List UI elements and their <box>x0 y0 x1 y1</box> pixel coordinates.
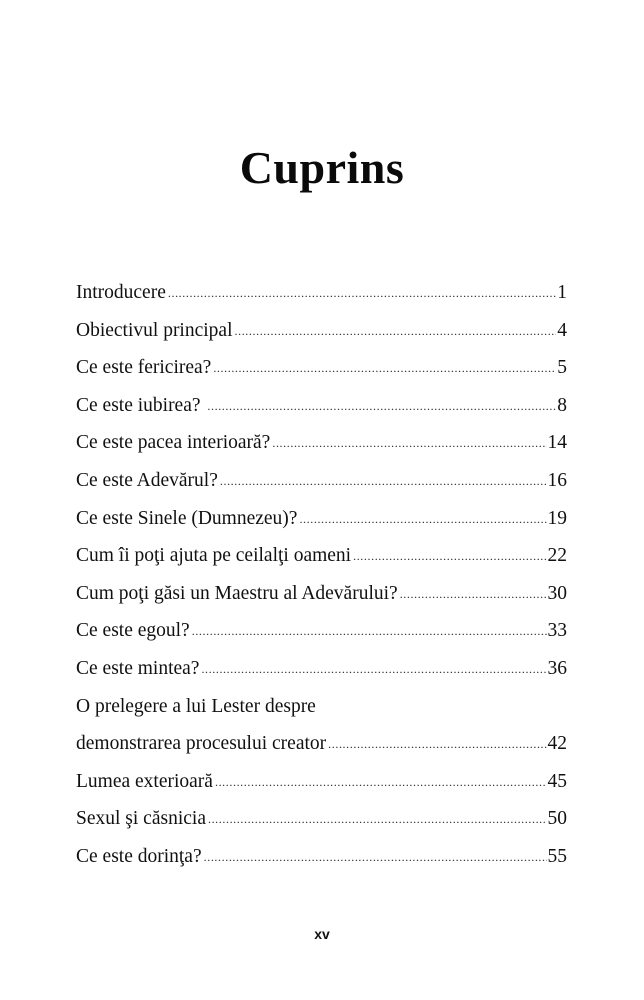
toc-entry[interactable] <box>76 688 567 726</box>
toc-entry-page: 30 <box>547 582 567 604</box>
table-of-contents <box>76 274 567 876</box>
dot-leader <box>192 613 547 651</box>
toc-entry[interactable] <box>76 349 567 387</box>
dot-leader <box>204 839 547 877</box>
toc-entry-page: 19 <box>547 507 567 529</box>
toc-entry[interactable] <box>76 575 567 613</box>
toc-entry-title: Ce este pacea interioară? <box>76 432 271 454</box>
toc-entry[interactable] <box>76 800 567 838</box>
dot-leader <box>208 801 547 839</box>
dot-leader <box>201 651 546 689</box>
toc-entry[interactable] <box>76 612 567 650</box>
toc-entry-page: 16 <box>547 469 567 491</box>
toc-entry[interactable] <box>76 274 567 312</box>
toc-entry[interactable] <box>76 725 567 763</box>
dot-leader <box>213 350 556 388</box>
dot-leader <box>215 764 547 802</box>
toc-entry-title: Ce este Sinele (Dumnezeu)? <box>76 507 298 529</box>
dot-leader <box>235 313 557 351</box>
toc-entry[interactable] <box>76 312 567 350</box>
toc-entry-title: Introducere <box>76 282 166 303</box>
toc-entry-title: Lumea exterioară <box>76 770 213 792</box>
dot-leader <box>168 275 556 313</box>
toc-entry-page: 42 <box>547 733 567 755</box>
toc-entry-title: Cum poţi găsi un Maestru al Adevărului? <box>76 582 398 604</box>
toc-entry-title: Ce este egoul? <box>76 620 190 642</box>
toc-entry[interactable] <box>76 387 567 425</box>
dot-leader <box>353 538 546 576</box>
toc-entry-page: 45 <box>547 770 567 792</box>
toc-entry-page: 22 <box>547 545 567 567</box>
toc-entry-page: 5 <box>557 357 567 379</box>
toc-entry-title: Ce este mintea? <box>76 657 200 679</box>
dot-leader <box>299 501 546 539</box>
toc-entry-title: Ce este dorinţa? <box>76 845 202 867</box>
toc-entry-title: Obiectivul principal <box>76 319 233 341</box>
dot-leader <box>400 576 547 614</box>
toc-entry-title: Sexul şi căsnicia <box>76 808 206 830</box>
toc-entry-title: Ce este iubirea? <box>76 394 206 416</box>
toc-entry-page: 36 <box>547 657 567 679</box>
toc-entry[interactable] <box>76 537 567 575</box>
toc-entry[interactable] <box>76 838 567 876</box>
toc-entry[interactable] <box>76 424 567 462</box>
toc-entry-page: 55 <box>547 845 567 867</box>
toc-entry-page: 50 <box>547 808 567 830</box>
dot-leader <box>272 425 546 463</box>
toc-entry-page: 14 <box>547 432 567 454</box>
toc-entry-page: 8 <box>557 394 567 416</box>
toc-entry[interactable] <box>76 462 567 500</box>
dot-leader <box>220 463 547 501</box>
toc-entry-page: 4 <box>557 319 567 341</box>
dot-leader <box>328 726 546 764</box>
toc-entry-title: Ce este fericirea? <box>76 357 212 379</box>
toc-entry-title: Ce este Adevărul? <box>76 469 218 491</box>
toc-entry-title: demonstrarea procesului creator <box>76 733 327 755</box>
toc-entry[interactable] <box>76 650 567 688</box>
toc-entry-page: 33 <box>547 620 567 642</box>
toc-entry-page: 1 <box>557 282 567 303</box>
toc-entry[interactable] <box>76 500 567 538</box>
toc-entry-title: Cum îi poţi ajuta pe ceilalţi oameni <box>76 545 352 567</box>
dot-leader <box>207 388 556 426</box>
page-number: xv <box>314 926 330 942</box>
page-title: Cuprins <box>239 142 405 193</box>
toc-entry-title: O prelegere a lui Lester despre <box>76 695 316 717</box>
toc-entry[interactable] <box>76 763 567 801</box>
